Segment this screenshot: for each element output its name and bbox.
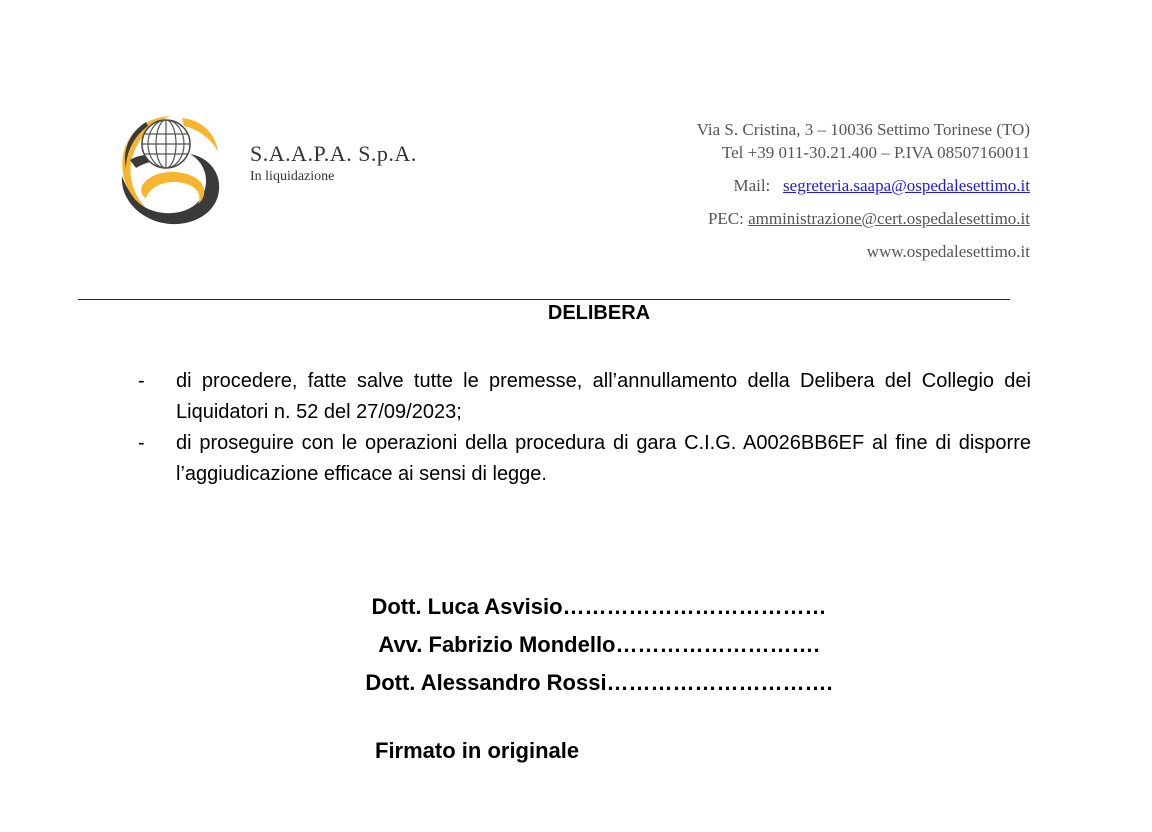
company-logo (112, 112, 228, 228)
website: www.ospedalesettimo.it (866, 242, 1030, 261)
contact-block (697, 118, 1030, 263)
pec-label: PEC: (707, 209, 744, 228)
phone-vat: Tel +39 011-30.21.400 – P.IVA 08507160011 (721, 143, 1030, 162)
list-bullet: - (138, 432, 145, 454)
signature-line: Dott. Alessandro Rossi…………………………. (365, 670, 833, 695)
company-block (250, 140, 417, 186)
company-subtitle: In liquidazione (250, 169, 335, 184)
mail-label: Mail: (733, 176, 771, 195)
pec-line (697, 207, 1030, 230)
company-name: S.A.A.P.A. S.p.A. (250, 141, 417, 166)
pec-link[interactable]: amministrazione@cert.ospedalesettimo.it (748, 209, 1030, 228)
list-item-text: di procedere, fatte salve tutte le premesse, all’annullamento della Delibera del Collegio dei Liquidatori n. 52 del 27/09/2023; (176, 370, 1031, 423)
signature-block (0, 588, 1152, 702)
list-item (134, 366, 1031, 428)
signed-note: Firmato in originale (375, 738, 580, 763)
signature-line: Avv. Fabrizio Mondello………………………. (378, 632, 820, 657)
list-item-text: di proseguire con le operazioni della procedura di gara C.I.G. A0026BB6EF al fine di disporre l’aggiudicazione efficace ai sensi di legge. (176, 432, 1031, 485)
list-bullet: - (138, 370, 145, 392)
document-title: DELIBERA (547, 302, 651, 324)
header-divider (78, 299, 1010, 300)
resolution-list (134, 366, 1031, 490)
address: Via S. Cristina, 3 – 10036 Settimo Torinese (TO) (696, 120, 1030, 139)
mail-line (697, 174, 1030, 197)
signature-line: Dott. Luca Asvisio……………………………… (371, 594, 827, 619)
list-item (134, 428, 1031, 490)
mail-link[interactable]: segreteria.saapa@ospedalesettimo.it (783, 176, 1030, 195)
